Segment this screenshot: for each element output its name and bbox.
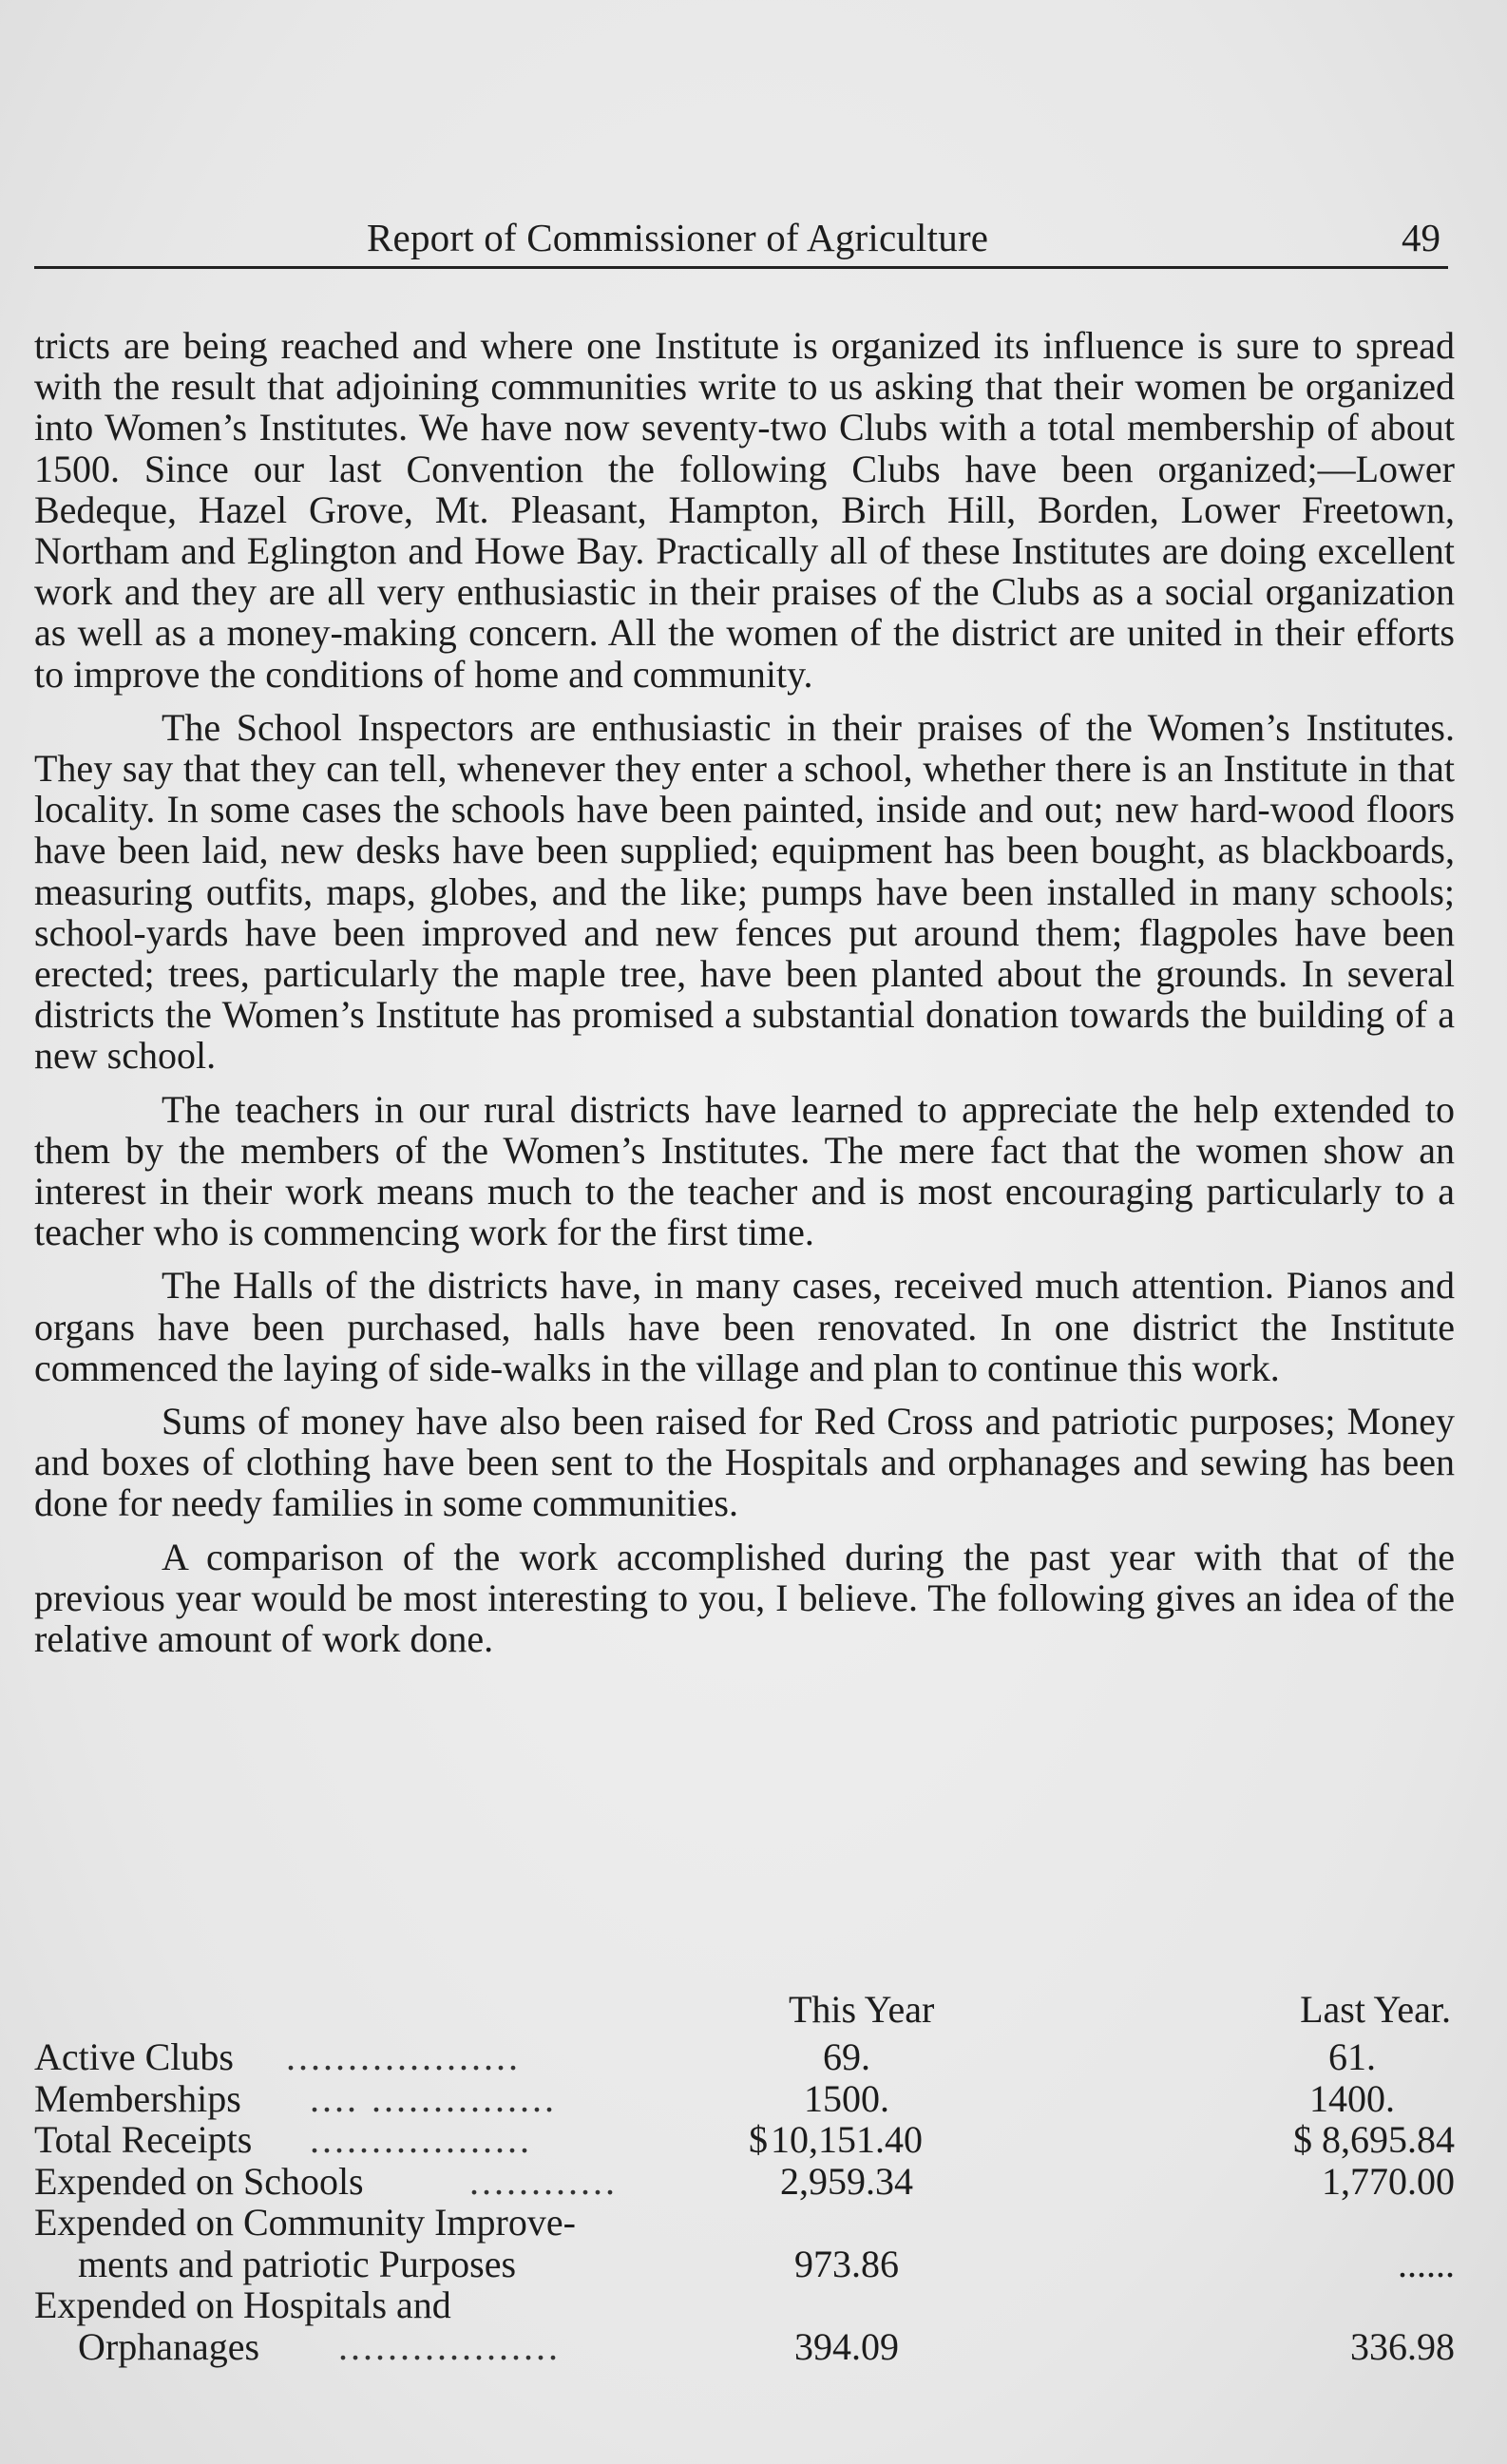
- dollar-sign: $: [749, 2118, 768, 2161]
- table-row-label-continued: [34, 2284, 1455, 2326]
- body-text: [34, 325, 1455, 1671]
- row-label: Total Receipts: [34, 2118, 253, 2161]
- running-header-title: Report of Commissioner of Agriculture: [367, 216, 989, 259]
- table-row: [34, 2078, 1455, 2120]
- last-year-value: 336.98: [1350, 2324, 1455, 2368]
- column-header-last-year: Last Year.: [1300, 1988, 1451, 2031]
- dot-leader: ...................: [286, 2035, 521, 2078]
- dot-leader: .... ...............: [310, 2076, 557, 2120]
- dot-leader: ..................: [338, 2324, 561, 2368]
- row-label: Memberships: [34, 2076, 241, 2120]
- table-row: [34, 2326, 1455, 2368]
- column-header-this-year: This Year: [789, 1988, 935, 2031]
- table-row: [34, 2119, 1455, 2161]
- last-year-value: ......: [1398, 2242, 1455, 2285]
- table-row: [34, 2161, 1455, 2203]
- table-row: [34, 2244, 1455, 2285]
- this-year-value: 2,959.34: [780, 2159, 913, 2203]
- this-year-value: 394.09: [794, 2324, 899, 2368]
- last-year-value: 1400.: [1309, 2076, 1395, 2120]
- this-year-value: 973.86: [794, 2242, 899, 2285]
- this-year-value: 69.: [823, 2035, 870, 2078]
- last-year-value: $ 8,695.84: [1293, 2118, 1455, 2161]
- comparison-table: [34, 1989, 1455, 2367]
- row-label-line1: Expended on Hospitals and: [34, 2283, 451, 2326]
- last-year-value: 1,770.00: [1322, 2159, 1455, 2203]
- paragraph: tricts are being reached and where one Institute is organized its influence is sure to spread with the result that adjoining communities write to us asking that their women be organized into Women’s Institutes. We have now seventy-two Clubs with a total membership of about 1500. Since our last Convention the following Clubs have been organized;—Lower Bedeque, Hazel Grove, Mt. Pleasant, Hampton, Birch Hill, Borden, Lower Freetown, Northam and Eglington and Howe Bay. Practically all of these Institutes are doing excellent work and they are all very enthusiastic in their praises of the Clubs as a social organization as well as a money-making concern. All the women of the district are united in their efforts to improve the conditions of home and community.: [34, 324, 1455, 696]
- table-row: [34, 2036, 1455, 2078]
- page-number: 49: [1402, 216, 1440, 259]
- dot-leader: ..................: [310, 2118, 532, 2161]
- table-header-row: [34, 1989, 1455, 2036]
- this-year-amount: 10,151.40: [771, 2118, 923, 2161]
- paragraph: The Halls of the districts have, in many cases, received much attention. Pianos and organs have been purchased, halls have been renovated. In one district the Institute commenced the laying of side-walks in the village and plan to continue this work.: [34, 1264, 1455, 1389]
- this-year-value: [749, 2118, 937, 2161]
- dot-leader: ............: [469, 2159, 618, 2203]
- row-label: Orphanages: [78, 2324, 260, 2368]
- paragraph: Sums of money have also been raised for Red Cross and patriotic purposes; Money and boxes of clothing have been sent to the Hospitals and orphanages and sewing has been done for needy families in some communities.: [34, 1400, 1455, 1525]
- row-label: ments and patriotic Purposes: [78, 2242, 517, 2285]
- row-label: Expended on Schools: [34, 2159, 364, 2203]
- this-year-value: 1500.: [804, 2076, 889, 2120]
- paragraph: The teachers in our rural districts have learned to appreciate the help extended to them by the members of the Women’s Institutes. The mere fact that the women show an interest in their work means much to the teacher and is most encouraging particularly to a teacher who is commencing work for the first time.: [34, 1087, 1455, 1254]
- last-year-value: 61.: [1328, 2035, 1376, 2078]
- row-label: Active Clubs: [34, 2035, 234, 2078]
- row-label-line1: Expended on Community Improve-: [34, 2201, 576, 2244]
- paragraph: A comparison of the work accomplished during the past year with that of the previous year would be most interesting to you, I believe. The following gives an idea of the relative amount of work done.: [34, 1535, 1455, 1661]
- running-header: [34, 211, 1448, 269]
- table-row-label-continued: [34, 2202, 1455, 2244]
- paragraph: The School Inspectors are enthusiastic in their praises of the Women’s Institutes. They say that they can tell, whenever they enter a school, whether there is an Institute in that locality. In some cases the schools have been painted, inside and out; new hard-wood floors have been laid, new desks have been supplied; equipment has been bought, as blackboards, measuring outfits, maps, globes, and the like; pumps have been installed in many schools; school-yards have been improved and new fences put around them; flagpoles have been erected; trees, particularly the maple tree, have been planted about the grounds. In several districts the Women’s Institute has promised a substantial donation towards the building of a new school.: [34, 705, 1455, 1078]
